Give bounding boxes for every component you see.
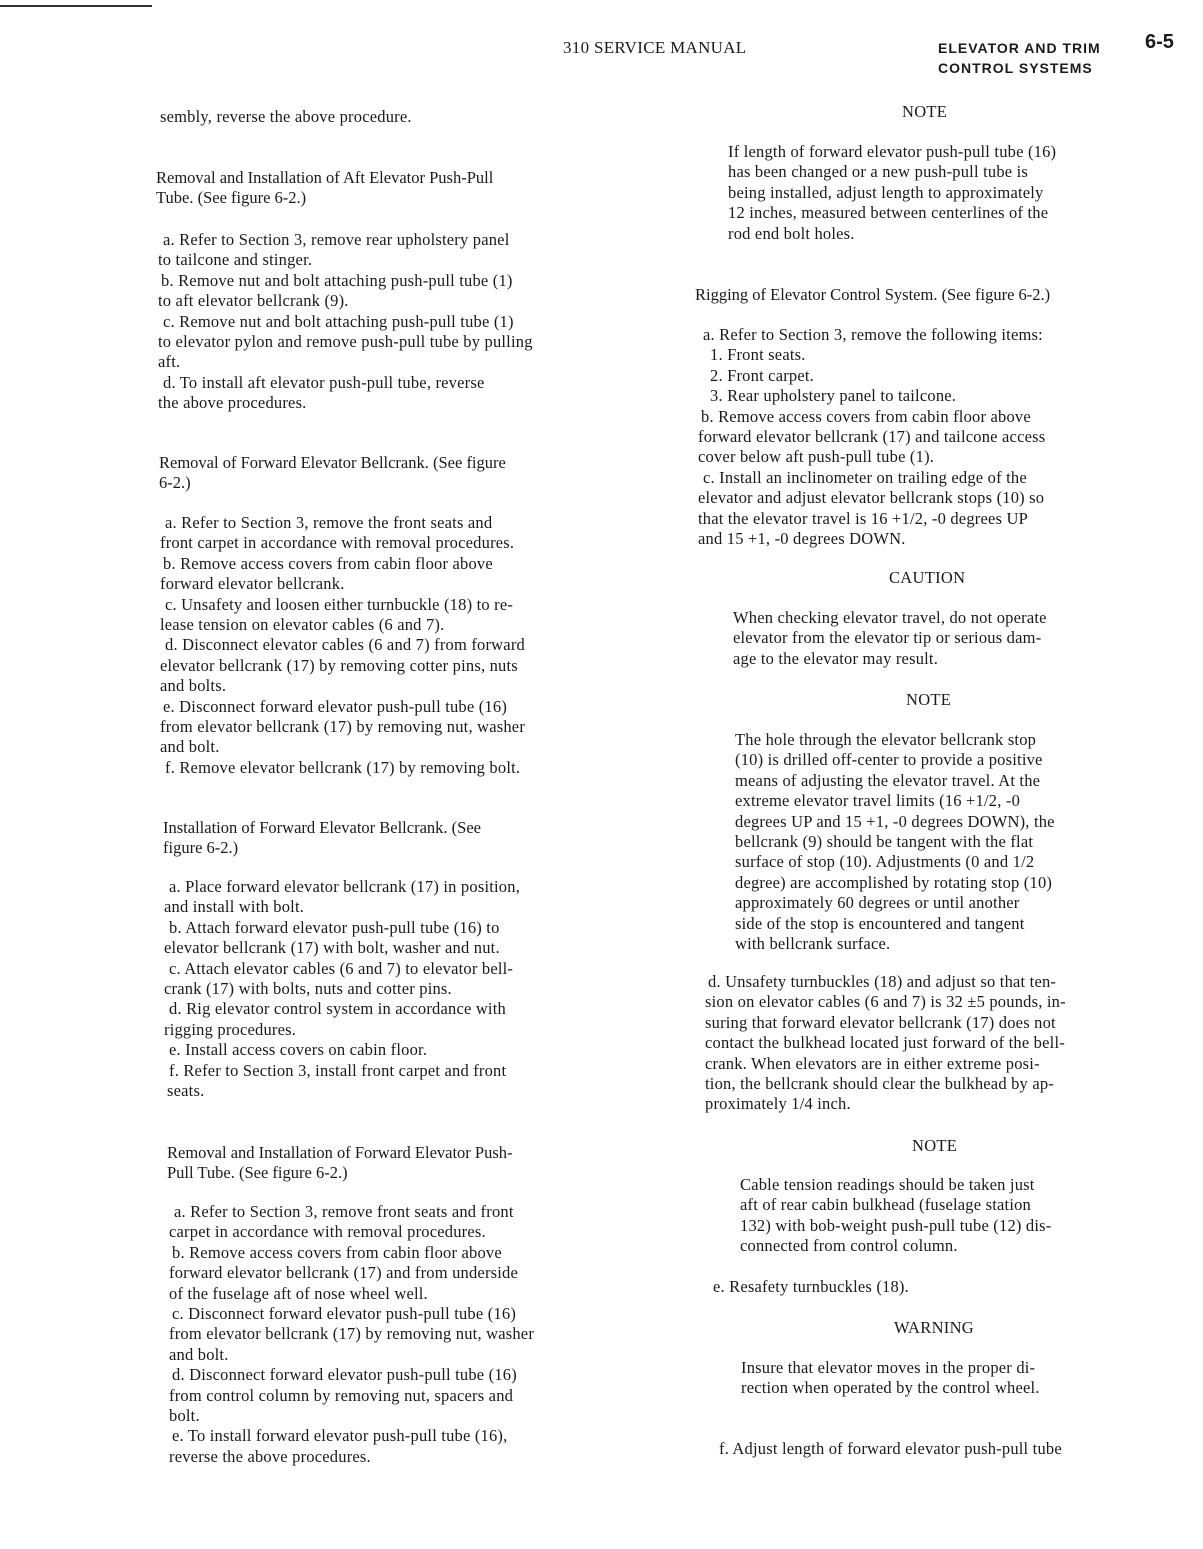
step-line: d. To install aft elevator push-pull tube, reverse [163, 372, 485, 392]
warning-line: Insure that elevator moves in the proper di- [741, 1358, 1036, 1377]
title-line: Installation of Forward Elevator Bellcrank. (See [163, 818, 481, 837]
note-heading: NOTE [906, 690, 952, 709]
step-line: proximately 1/4 inch. [705, 1094, 851, 1114]
step-line: contact the bulkhead located just forward of the bell- [705, 1033, 1065, 1053]
note-line: surface of stop (10). Adjustments (0 and 1/2 [735, 852, 1035, 872]
step-line: 2. Front carpet. [710, 365, 815, 385]
step-line: to tailcone and stinger. [158, 250, 313, 270]
section-heading [938, 38, 1101, 78]
section-heading-line-2: CONTROL SYSTEMS [938, 60, 1093, 76]
note-line: means of adjusting the elevator travel. At the [735, 770, 1041, 790]
note-line: 132) with bob-weight push-pull tube (12) dis- [740, 1215, 1052, 1235]
note-heading: NOTE [902, 102, 948, 121]
step-line: cover below aft push-pull tube (1). [698, 447, 935, 467]
step-line: a. Place forward elevator bellcrank (17) in position, [169, 877, 521, 896]
warning-line: rection when operated by the control wheel. [741, 1378, 1040, 1398]
caution-heading: CAUTION [889, 568, 966, 587]
step-line: a. Refer to Section 3, remove front seats and front [174, 1202, 514, 1221]
step-line: to aft elevator bellcrank (9). [158, 291, 349, 311]
title-line: Removal of Forward Elevator Bellcrank. (See figure [159, 453, 506, 472]
step-line: from control column by removing nut, spacers and [169, 1385, 514, 1405]
note-line: aft of rear cabin bulkhead (fuselage station [740, 1195, 1032, 1215]
note-line: has been changed or a new push-pull tube is [728, 162, 1029, 182]
step-line: and bolt. [169, 1344, 229, 1364]
note-line: connected from control column. [740, 1236, 958, 1256]
step-line: suring that forward elevator bellcrank (17) does not [705, 1012, 1056, 1032]
warning-heading: WARNING [894, 1318, 975, 1337]
top-rule [0, 5, 152, 7]
step-line: front carpet in accordance with removal procedures. [160, 533, 515, 553]
step-line: b. Remove nut and bolt attaching push-pull tube (1) [161, 270, 513, 290]
step-line: bolt. [169, 1406, 200, 1426]
step-line: of the fuselage aft of nose wheel well. [169, 1283, 428, 1303]
note-line: approximately 60 degrees or until another [735, 893, 1020, 913]
step-line: 1. Front seats. [710, 345, 806, 365]
step-line: carpet in accordance with removal procedures. [169, 1222, 486, 1242]
step-line: seats. [167, 1081, 205, 1101]
step-line: crank (17) with bolts, nuts and cotter pins. [164, 979, 452, 999]
title-line: figure 6-2.) [163, 838, 239, 858]
section-heading-line-1: ELEVATOR AND TRIM [938, 40, 1101, 56]
step-line: a. Refer to Section 3, remove rear upholstery panel [163, 230, 510, 249]
aft-tube-title [156, 168, 493, 209]
continuation-text [160, 107, 412, 127]
step-line: forward elevator bellcrank (17) and tailcone access [698, 427, 1046, 447]
caution-line: When checking elevator travel, do not operate [733, 608, 1047, 627]
step-line: and 15 +1, -0 degrees DOWN. [698, 529, 906, 549]
step-line: tion, the bellcrank should clear the bulkhead by ap- [705, 1074, 1054, 1094]
fwd-tube-steps [169, 1202, 534, 1467]
step-line: b. Attach forward elevator push-pull tube (16) to [169, 917, 500, 937]
note-line: If length of forward elevator push-pull tube (16) [728, 142, 1057, 161]
rigging-step-d [705, 972, 1066, 1115]
note-line: side of the stop is encountered and tangent [735, 913, 1025, 933]
fwd-bellcrank-install-steps [164, 877, 520, 1101]
step-line: b. Remove access covers from cabin floor above [701, 406, 1031, 426]
aft-tube-steps [158, 230, 533, 414]
note-line: being installed, adjust length to approximately [728, 182, 1044, 202]
step-line: to elevator pylon and remove push-pull tube by pulling [158, 332, 533, 352]
text-line: sembly, reverse the above procedure. [160, 107, 412, 126]
title-line: Tube. (See figure 6-2.) [156, 188, 307, 208]
note-line: The hole through the elevator bellcrank stop [735, 730, 1037, 749]
title-line: Removal and Installation of Aft Elevator Push-Pull [156, 168, 494, 187]
page-number: 6-5 [1145, 31, 1174, 53]
step-line: a. Refer to Section 3, remove the following items: [703, 325, 1043, 344]
step-line: e. Install access covers on cabin floor. [169, 1040, 428, 1060]
note-line: degree) are accomplished by rotating stop (10) [735, 872, 1053, 892]
step-line: c. Install an inclinometer on trailing edge of the [703, 467, 1027, 487]
step-line: lease tension on elevator cables (6 and 7). [160, 615, 445, 635]
step-line: rigging procedures. [164, 1019, 297, 1039]
note-line: extreme elevator travel limits (16 +1/2, -0 [735, 791, 1021, 811]
note-line: Cable tension readings should be taken just [740, 1175, 1035, 1194]
step-line: and bolts. [160, 676, 227, 696]
step-line: forward elevator bellcrank. [160, 574, 345, 594]
caution-body [733, 608, 1047, 669]
caution-line: elevator from the elevator tip or serious dam- [733, 628, 1042, 648]
step-line: from elevator bellcrank (17) by removing nut, washer [160, 717, 526, 737]
step-line: elevator bellcrank (17) with bolt, washer and nut. [164, 938, 500, 958]
manual-title: 310 SERVICE MANUAL [563, 38, 747, 57]
step-line: crank. When elevators are in either extreme posi- [705, 1053, 1040, 1073]
note-1-body [728, 142, 1056, 244]
step-line: and install with bolt. [164, 897, 305, 917]
step-line: b. Remove access covers from cabin floor above [172, 1242, 502, 1262]
title-line: 6-2.) [159, 473, 191, 493]
step-line: the above procedures. [158, 393, 307, 413]
rigging-steps [698, 325, 1045, 549]
step-line: elevator bellcrank (17) by removing cotter pins, nuts [160, 655, 518, 675]
step-line: d. Rig elevator control system in accordance with [169, 999, 506, 1019]
note-3-body [740, 1175, 1051, 1257]
step-line: c. Attach elevator cables (6 and 7) to elevator bell- [169, 958, 514, 978]
step-line: c. Unsafety and loosen either turnbuckle (18) to re- [165, 594, 514, 614]
step-line: d. Unsafety turnbuckles (18) and adjust so that ten- [708, 972, 1057, 991]
rigging-step-e [713, 1277, 909, 1297]
note-2-body [735, 730, 1055, 954]
note-line: (10) is drilled off-center to provide a positive [735, 750, 1043, 770]
note-line: with bellcrank surface. [735, 934, 891, 954]
step-line: e. To install forward elevator push-pull tube (16), [172, 1426, 508, 1446]
step-line: f. Adjust length of forward elevator push-pull tube [719, 1439, 1062, 1458]
step-line: d. Disconnect elevator cables (6 and 7) from forward [165, 635, 525, 655]
note-line: 12 inches, measured between centerlines of the [728, 203, 1049, 223]
step-line: and bolt. [160, 737, 220, 757]
step-line: b. Remove access covers from cabin floor above [163, 553, 493, 573]
title-line: Pull Tube. (See figure 6-2.) [167, 1163, 348, 1183]
title-line: Removal and Installation of Forward Elevator Push- [167, 1143, 513, 1162]
note-line: bellcrank (9) should be tangent with the flat [735, 832, 1034, 852]
step-line: reverse the above procedures. [169, 1446, 371, 1466]
note-line: degrees UP and 15 +1, -0 degrees DOWN), the [735, 811, 1055, 831]
caution-line: age to the elevator may result. [733, 648, 939, 668]
step-line: a. Refer to Section 3, remove the front seats and [165, 513, 493, 532]
step-line: forward elevator bellcrank (17) and from underside [169, 1263, 519, 1283]
note-line: rod end bolt holes. [728, 223, 855, 243]
warning-body [741, 1358, 1040, 1399]
rigging-step-f [719, 1439, 1062, 1459]
step-line: that the elevator travel is 16 +1/2, -0 degrees UP [698, 508, 1028, 528]
step-line: aft. [158, 352, 181, 372]
step-line: 3. Rear upholstery panel to tailcone. [710, 386, 957, 406]
step-line: sion on elevator cables (6 and 7) is 32 ±5 pounds, in- [705, 992, 1066, 1012]
step-line: e. Resafety turnbuckles (18). [713, 1277, 909, 1296]
fwd-bellcrank-removal-title [159, 453, 506, 494]
step-line: elevator and adjust elevator bellcrank stops (10) so [698, 488, 1045, 508]
rigging-title: Rigging of Elevator Control System. (See figure 6-2.) [695, 285, 1051, 304]
step-line: c. Remove nut and bolt attaching push-pull tube (1) [163, 311, 514, 331]
step-line: f. Remove elevator bellcrank (17) by removing bolt. [165, 757, 521, 777]
fwd-bellcrank-install-title [163, 818, 481, 859]
step-line: e. Disconnect forward elevator push-pull tube (16) [163, 696, 508, 716]
step-line: from elevator bellcrank (17) by removing nut, washer [169, 1324, 535, 1344]
note-heading: NOTE [912, 1136, 958, 1155]
fwd-bellcrank-removal-steps [160, 513, 525, 778]
step-line: c. Disconnect forward elevator push-pull tube (16) [172, 1304, 517, 1324]
step-line: d. Disconnect forward elevator push-pull tube (16) [172, 1365, 517, 1385]
step-line: f. Refer to Section 3, install front carpet and front [169, 1060, 507, 1080]
fwd-tube-title [167, 1143, 513, 1184]
